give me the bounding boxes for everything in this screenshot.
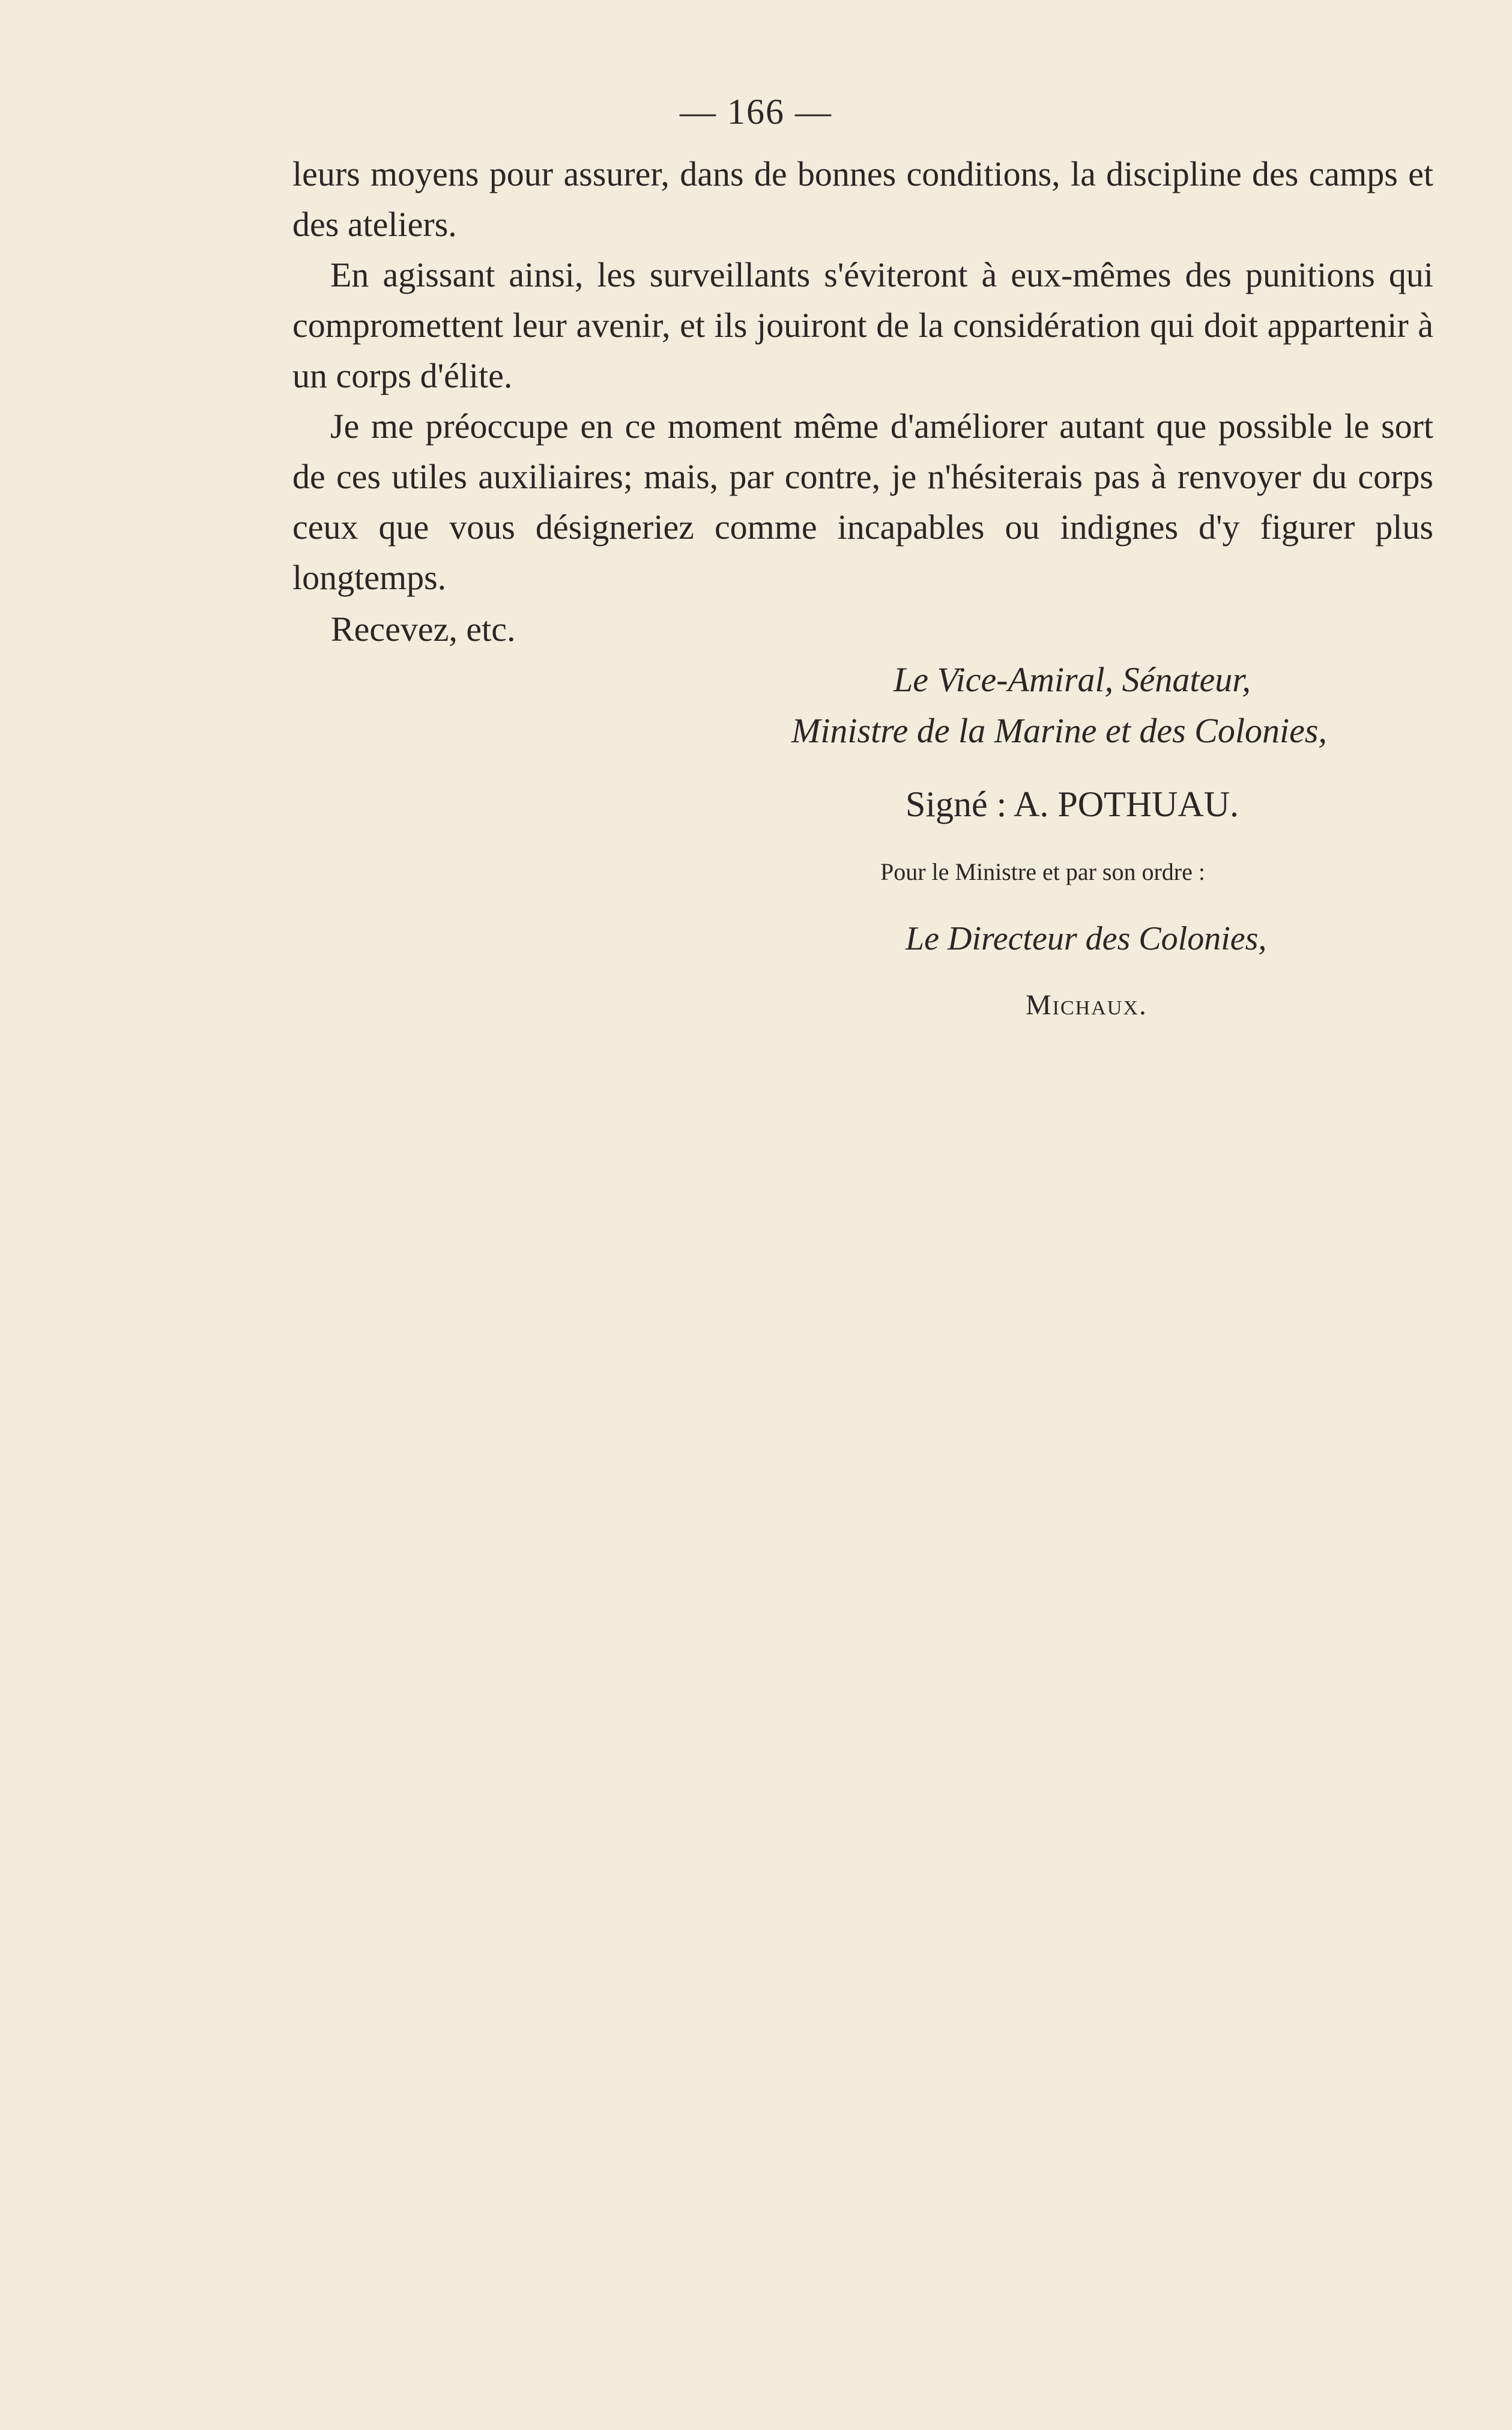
paragraph-continuation: leurs moyens pour assurer, dans de bonnes conditions, la discipline des camps et des ateliers. [292,154,1433,244]
body-text [292,149,1433,603]
director-title: Le Directeur des Colonies, [906,920,1267,957]
director-name: Michaux. [1026,989,1148,1021]
paragraph: Je me préoccupe en ce moment même d'améliorer autant que possible le sort de ces utiles auxiliaires; mais, par contre, je n'hésiterais pas à renvoyer du corps ceux que vous désigneriez comme incapables ou indignes d'y figurer plus longtemps. [292,407,1433,597]
paragraph: En agissant ainsi, les surveillants s'éviteront à eux-mêmes des punitions qui compromettent leur avenir, et ils jouiront de la considération qui doit appartenir à un corps d'élite. [292,255,1433,395]
page-number: — 166 — [680,92,832,132]
signatory-office: Ministre de la Marine et des Colonies, [791,711,1327,750]
signed-line: Signé : A. POTHUAU. [906,784,1239,824]
closing-formula: Recevez, etc. [331,610,516,649]
order-line: Pour le Ministre et par son ordre : [880,858,1205,885]
signatory-title: Le Vice-Amiral, Sénateur, [894,660,1251,699]
